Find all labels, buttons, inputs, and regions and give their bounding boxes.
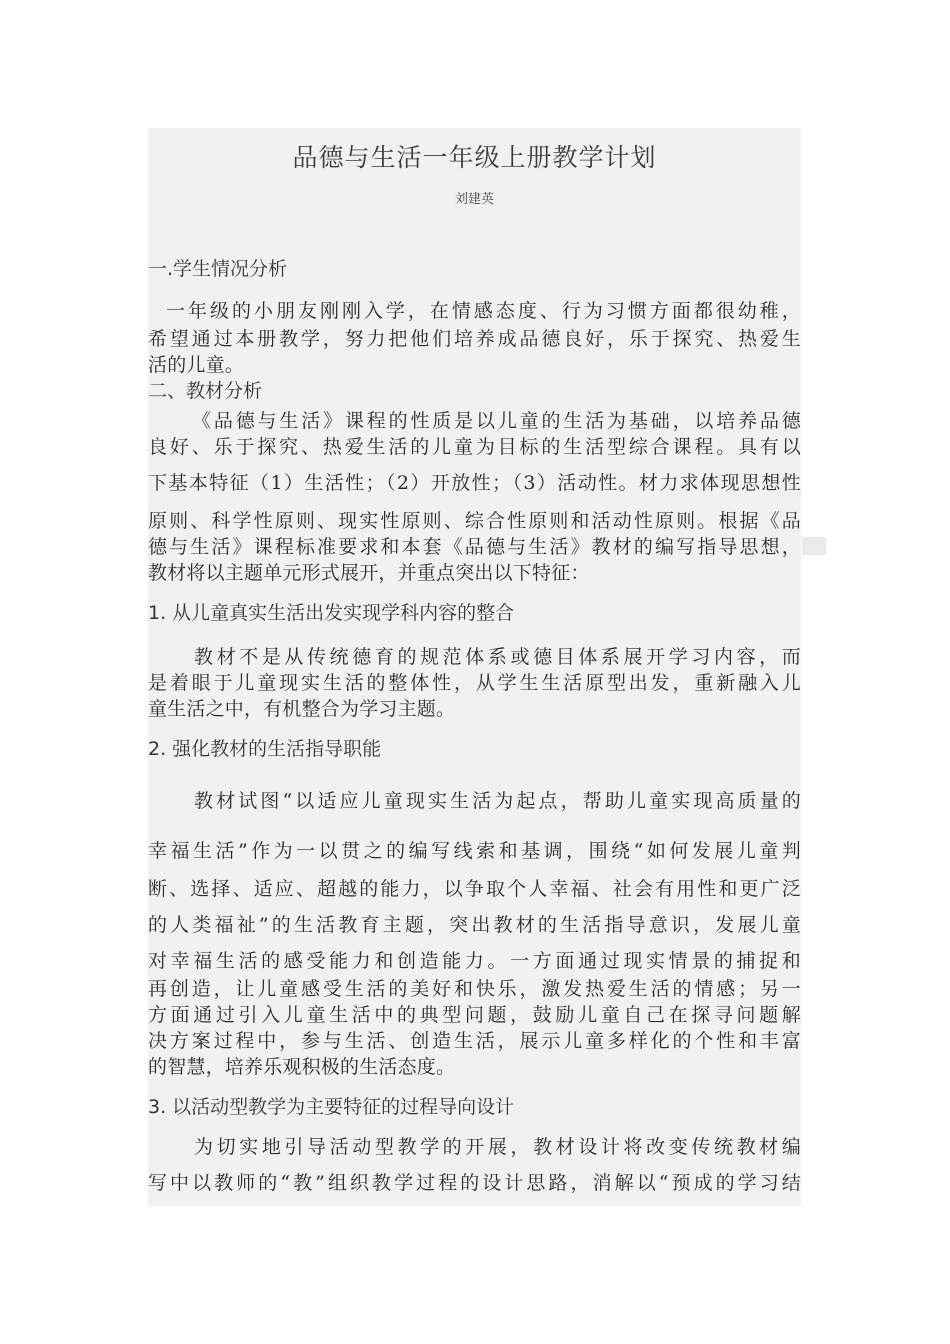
subsection-heading-2: 2. 强化教材的生活指导职能 xyxy=(148,738,382,760)
section-heading-student-analysis: 一.学生情况分析 xyxy=(148,258,288,280)
subsection-heading-3: 3. 以活动型教学为主要特征的过程导向设计 xyxy=(148,1096,515,1118)
paragraph-line: 活的儿童。 xyxy=(148,354,245,376)
paragraph-line: 原则、科学性原则、现实性原则、综合性原则和活动性原则。根据《品 xyxy=(148,510,801,532)
paragraph-line: 再创造，让儿童感受生活的美好和快乐，激发热爱生活的情感；另一 xyxy=(148,978,801,1000)
paragraph-line: 的人类福祉”的生活教育主题，突出教材的生活指导意识，发展儿童 xyxy=(148,914,801,936)
paragraph-line: 《品德与生活》课程的性质是以儿童的生活为基础，以培养品德 xyxy=(192,410,801,432)
paragraph-line: 为切实地引导活动型教学的开展，教材设计将改变传统教材编 xyxy=(194,1136,801,1158)
paragraph-line: 教材将以主题单元形式展开，并重点突出以下特征： xyxy=(148,562,590,584)
paragraph-line: 一年级的小朋友刚刚入学，在情感态度、行为习惯方面都很幼稚， xyxy=(166,300,801,322)
section-heading-textbook-analysis: 二、教材分析 xyxy=(148,380,263,402)
paragraph-line: 德与生活》课程标准要求和本套《品德与生活》教材的编写指导思想， xyxy=(148,536,801,558)
paragraph-line: 方面通过引入儿童生活中的典型问题，鼓励儿童自己在探寻问题解 xyxy=(148,1004,801,1026)
paragraph-line: 幸福生活”作为一以贯之的编写线索和基调，围绕“如何发展儿童判 xyxy=(148,840,801,862)
document-title: 品德与生活一年级上册教学计划 xyxy=(292,143,657,172)
paragraph-line: 教材不是从传统德育的规范体系或德目体系展开学习内容，而 xyxy=(194,646,801,668)
paragraph-line: 对幸福生活的感受能力和创造能力。一方面通过现实情景的捕捉和 xyxy=(148,950,801,972)
document-author: 刘建英 xyxy=(454,192,494,207)
paragraph-line: 的智慧，培养乐观积极的生活态度。 xyxy=(148,1056,456,1078)
paragraph-line: 写中以教师的“教”组织教学过程的设计思路，消解以“预成的学习结 xyxy=(148,1172,801,1194)
paragraph-line: 是着眼于儿童现实生活的整体性，从学生生活原型出发，重新融入儿 xyxy=(148,672,801,694)
document-page xyxy=(148,128,801,1206)
margin-shade xyxy=(802,537,826,555)
subsection-heading-1: 1. 从儿童真实生活出发实现学科内容的整合 xyxy=(148,602,515,624)
paragraph-line: 决方案过程中，参与生活、创造生活，展示儿童多样化的个性和丰富 xyxy=(148,1030,801,1052)
paragraph-line: 良好、乐于探究、热爱生活的儿童为目标的生活型综合课程。具有以 xyxy=(148,436,801,458)
paragraph-line: 断、选择、适应、超越的能力，以争取个人幸福、社会有用性和更广泛 xyxy=(148,878,801,900)
paragraph-line: 教材试图“以适应儿童现实生活为起点，帮助儿童实现高质量的 xyxy=(194,790,801,812)
paragraph-line: 童生活之中，有机整合为学习主题。 xyxy=(148,698,456,720)
paragraph-line: 下基本特征（1）生活性；（2）开放性；（3）活动性。材力求体现思想性 xyxy=(148,472,801,494)
paragraph-line: 希望通过本册教学，努力把他们培养成品德良好，乐于探究、热爱生 xyxy=(148,328,801,350)
